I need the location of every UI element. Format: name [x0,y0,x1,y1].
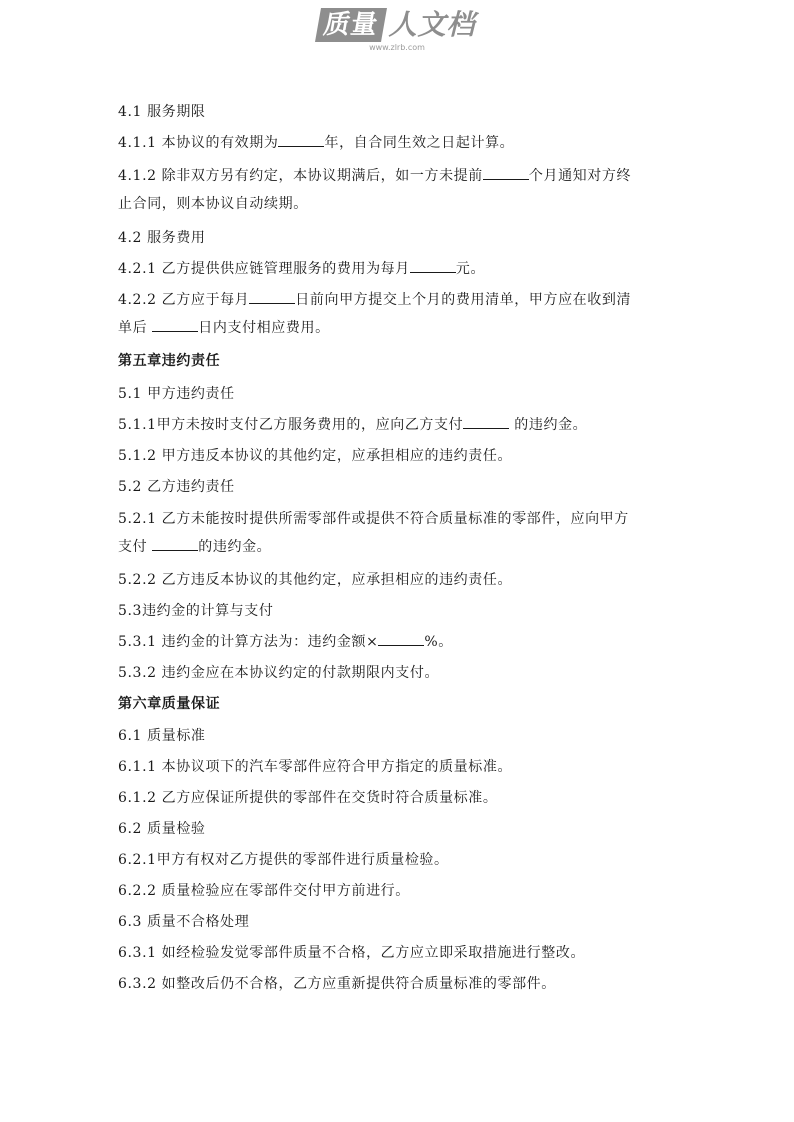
logo-main: 质量 [315,8,387,42]
clause-4-2-2: 4.2.2 乙方应于每月 日前向甲方提交上个月的费用清单，甲方应在收到清 单后 日内支付相应费用。 [118,286,631,342]
section-5-3-heading: 5.3违约金的计算与支付 [118,603,274,619]
logo-url: www.zlrb.com [369,43,425,52]
section-6-3-heading: 6.3 质量不合格处理 [118,914,250,930]
section-5-2-heading: 5.2 乙方违约责任 [118,479,235,495]
clause-5-3-1: 5.3.1 违约金的计算方法为：违约金额× %。 [118,630,453,654]
section-4-2-heading: 4.2 服务费用 [118,230,206,246]
clause-6-3-1: 6.3.1 如经检验发觉零部件质量不合格，乙方应立即采取措施进行整改。 [118,945,586,961]
clause-6-2-1: 6.2.1甲方有权对乙方提供的零部件进行质量检验。 [118,852,449,868]
blank-field[interactable] [410,257,456,273]
clause-5-1-1: 5.1.1甲方未按时支付乙方服务费用的，应向乙方支付 的违约金。 [118,413,587,437]
clause-4-1-1: 4.1.1 本协议的有效期为 年，自合同生效之日起计算。 [118,131,514,155]
section-6-2-heading: 6.2 质量检验 [118,821,206,837]
section-4-1-heading: 4.1 服务期限 [118,104,206,120]
chapter-6-title: 第六章质量保证 [118,696,221,712]
clause-6-2-2: 6.2.2 质量检验应在零部件交付甲方前进行。 [118,883,410,899]
blank-field[interactable] [278,131,324,147]
blank-field[interactable] [152,316,198,332]
logo-tail: 人文档 [388,8,476,41]
clause-5-3-2: 5.3.2 违约金应在本协议约定的付款期限内支付。 [118,665,440,681]
blank-field[interactable] [378,630,424,646]
chapter-5-title: 第五章违约责任 [118,353,221,369]
blank-field[interactable] [463,413,509,429]
clause-5-2-2: 5.2.2 乙方违反本协议的其他约定，应承担相应的违约责任。 [118,572,513,588]
section-6-1-heading: 6.1 质量标准 [118,728,206,744]
clause-6-1-2: 6.1.2 乙方应保证所提供的零部件在交货时符合质量标准。 [118,790,498,806]
blank-field[interactable] [152,535,198,551]
clause-6-3-2: 6.3.2 如整改后仍不合格，乙方应重新提供符合质量标准的零部件。 [118,976,556,992]
clause-5-2-1: 5.2.1 乙方未能按时提供所需零部件或提供不符合质量标准的零部件，应向甲方 支付 的违约金。 [118,511,629,555]
clause-5-1-2: 5.1.2 甲方违反本协议的其他约定，应承担相应的违约责任。 [118,448,513,464]
blank-field[interactable] [249,288,295,304]
clause-4-1-2: 4.1.2 除非双方另有约定，本协议期满后，如一方未提前 个月通知对方终 止合同，则本协议自动续期。 [118,162,631,218]
blank-field[interactable] [483,164,529,180]
site-logo [0,8,794,52]
clause-4-2-1: 4.2.1 乙方提供供应链管理服务的费用为每月 元。 [118,257,485,281]
clause-6-1-1: 6.1.1 本协议项下的汽车零部件应符合甲方指定的质量标准。 [118,759,513,775]
section-5-1-heading: 5.1 甲方违约责任 [118,386,235,402]
